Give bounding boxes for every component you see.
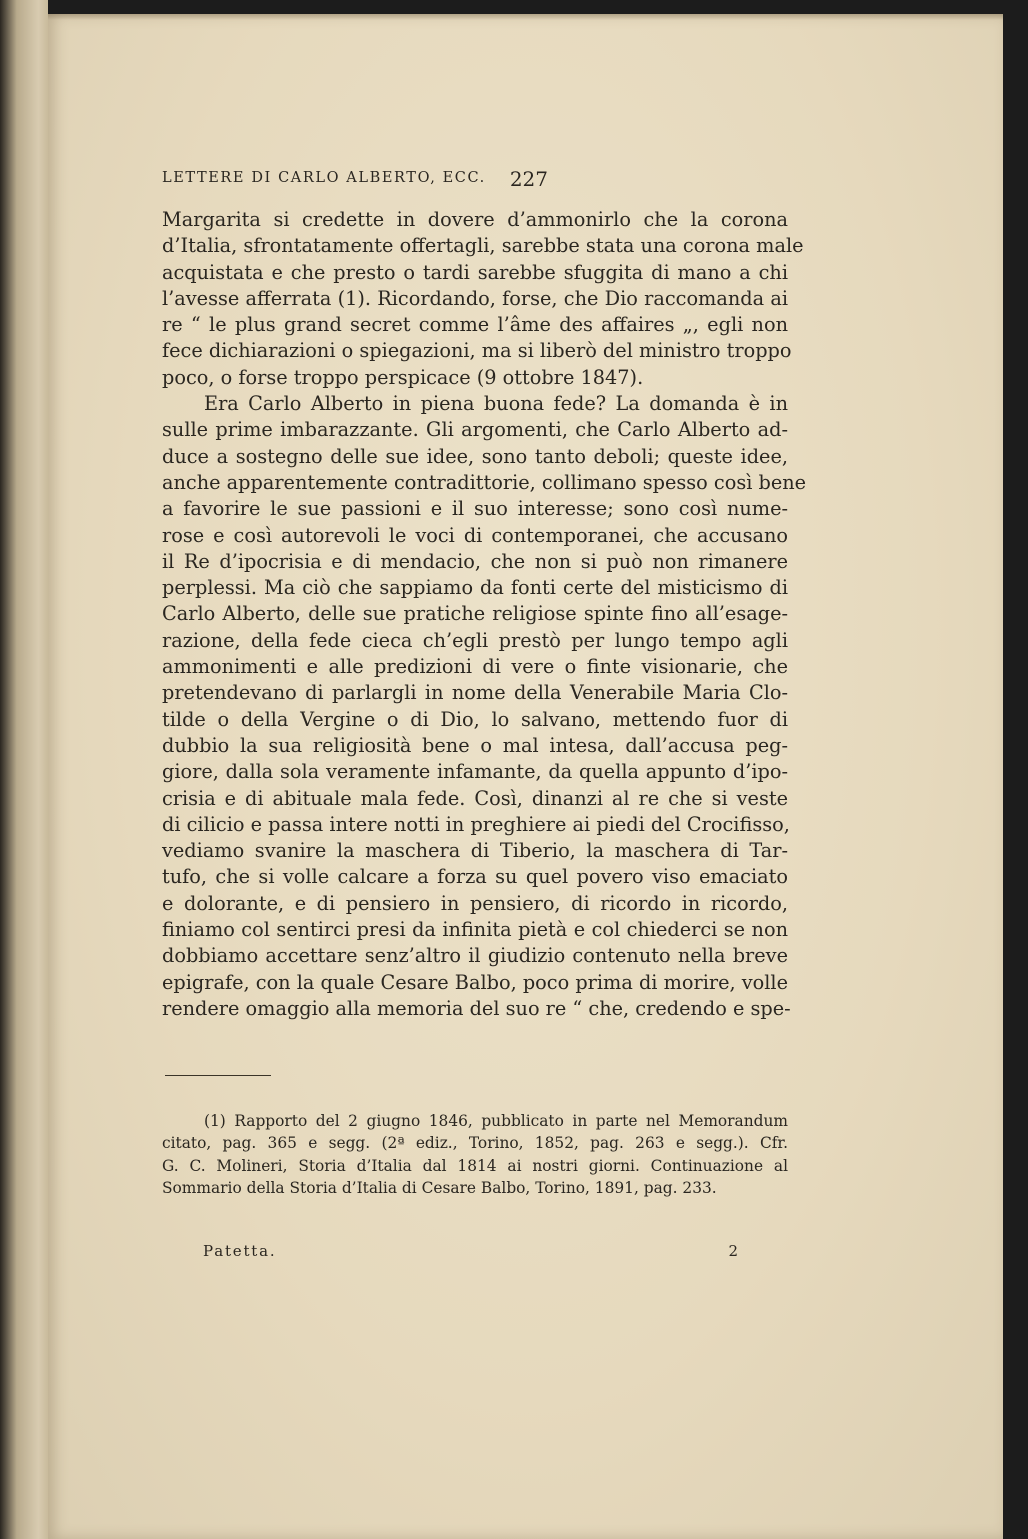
running-head-title: LETTERE DI CARLO ALBERTO, ECC. <box>162 170 486 186</box>
text-line: Era Carlo Alberto in piena buona fede? La domanda è in <box>204 392 788 416</box>
text-line: crisia e di abituale mala fede. Così, dinanzi al re che si veste <box>162 786 788 810</box>
text-line: dobbiamo accettare senz’altro il giudizio contenuto nella breve <box>162 944 788 968</box>
page-top-shadow <box>48 14 1003 20</box>
text-line: il Re d’ipocrisia e di mendacio, che non si può non rimanere <box>162 549 788 573</box>
text-line: re “ le plus grand secret comme l’âme des affaires „, egli non <box>162 313 788 337</box>
text-line: dubbio la sua religiosità bene o mal intesa, dall’accusa peg- <box>162 733 788 757</box>
footnotes <box>162 1110 788 1199</box>
text-line: Carlo Alberto, delle sue pratiche religiose spinte fino all’esage- <box>162 602 788 626</box>
facing-page-edge <box>0 0 48 1539</box>
text-line: finiamo col sentirci presi da infinita pietà e col chiederci se non <box>162 918 788 942</box>
footnote-line: G. C. Molineri, Storia d’Italia dal 1814 ai nostri giorni. Continuazione al <box>162 1156 788 1175</box>
footnote-line: citato, pag. 365 e segg. (2ª ediz., Torino, 1852, pag. 263 e segg.). Cfr. <box>162 1134 788 1153</box>
body-text <box>162 207 807 1022</box>
text-line: Margarita si credette in dovere d’ammonirlo che la corona <box>162 208 788 231</box>
text-line: a favorire le sue passioni e il suo interesse; sono così nume- <box>162 497 788 521</box>
running-head <box>0 167 788 194</box>
page-number: 227 <box>509 167 548 191</box>
text-line: rose e così autorevoli le voci di contemporanei, che accusano <box>162 523 788 547</box>
text-line: l’avesse afferrata (1). Ricordando, forse, che Dio raccomanda ai <box>162 286 788 310</box>
text-line: duce a sostegno delle sue idee, sono tanto deboli; queste idee, <box>162 444 788 468</box>
text-line: ammonimenti e alle predizioni di vere o finte visionarie, che <box>162 655 788 679</box>
text-line: fece dichiarazioni o spiegazioni, ma si liberò del ministro troppo <box>162 339 792 363</box>
footnote-line: Sommario della Storia d’Italia di Cesare Balbo, Torino, 1891, pag. 233. <box>162 1178 717 1197</box>
signature-mark: Patetta. <box>203 1242 277 1260</box>
text-line: rendere omaggio alla memoria del suo re “ che, credendo e spe- <box>162 996 791 1020</box>
footnote-line: (1) Rapporto del 2 giugno 1846, pubblicato in parte nel Memorandum <box>204 1112 788 1130</box>
text-line: sulle prime imbarazzante. Gli argomenti, che Carlo Alberto ad- <box>162 418 788 442</box>
text-line: anche apparentemente contradittorie, collimano spesso così bene <box>162 470 807 494</box>
text-line: epigrafe, con la quale Cesare Balbo, poco prima di morire, volle <box>162 970 789 994</box>
text-line: d’Italia, sfrontatamente offertagli, sarebbe stata una corona male <box>162 234 804 258</box>
text-line: tilde o della Vergine o di Dio, lo salvano, mettendo fuor di <box>162 707 788 731</box>
text-line: di cilicio e passa intere notti in preghiere ai piedi del Crocifisso, <box>162 812 790 836</box>
text-line: e dolorante, e di pensiero in pensiero, di ricordo in ricordo, <box>162 891 788 915</box>
text-line: giore, dalla sola veramente infamante, da quella appunto d’ipo- <box>162 760 788 784</box>
text-line: pretendevano di parlargli in nome della Venerabile Maria Clo- <box>162 681 788 705</box>
text-line: poco, o forse troppo perspicace (9 ottobre 1847). <box>162 365 644 389</box>
signature-number: 2 <box>728 1242 738 1260</box>
text-line: tufo, che si volle calcare a forza su quel povero viso emaciato <box>162 865 788 889</box>
text-line: perplessi. Ma ciò che sappiamo da fonti certe del misticismo di <box>162 576 788 600</box>
signature-line <box>203 1242 738 1264</box>
text-line: acquistata e che presto o tardi sarebbe sfuggita di mano a chi <box>162 260 788 284</box>
footnote-rule <box>165 1075 271 1076</box>
text-line: vediamo svanire la maschera di Tiberio, la maschera di Tar- <box>162 839 788 863</box>
text-line: razione, della fede cieca ch’egli prestò per lungo tempo agli <box>162 628 788 652</box>
